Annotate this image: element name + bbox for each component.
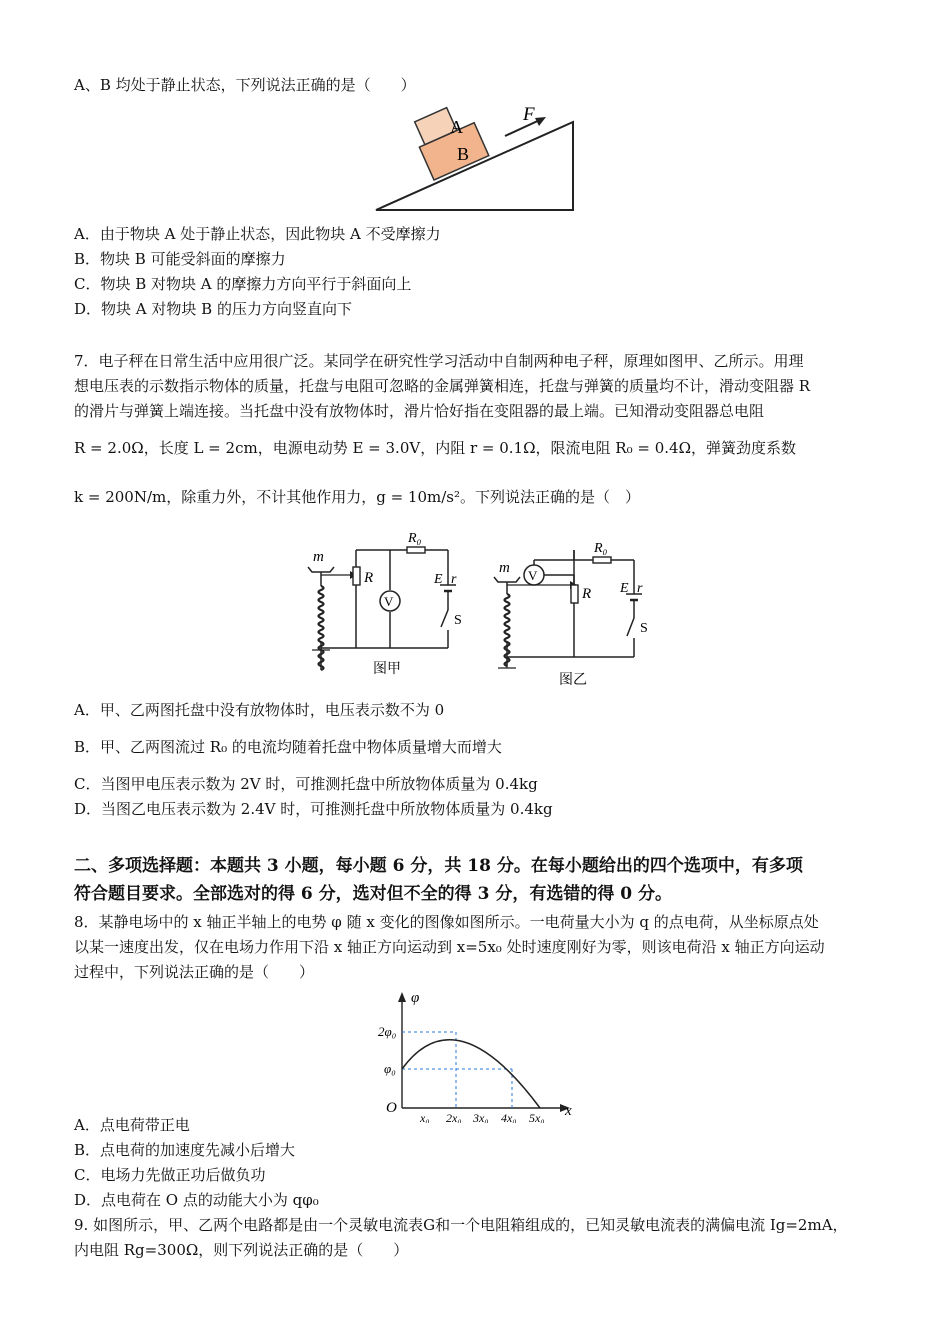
rheostat-label: R [582, 586, 592, 602]
emf-label: E [434, 572, 443, 587]
switch-label: S [454, 613, 462, 628]
potential-graph [366, 988, 576, 1123]
q8-stem-line-2: 以某一速度出发，仅在电场力作用下沿 x 轴正方向运动到 x=5x₀ 处时速度刚好为零，则该电荷沿 x 轴正方向运动 [74, 938, 825, 956]
q7-option-d: D．当图乙电压表示数为 2.4V 时，可推测托盘中所放物体质量为 0.4kg [74, 800, 553, 818]
mass-label: m [499, 560, 510, 576]
origin-label: O [386, 1100, 397, 1116]
internal-r-label: r [637, 581, 643, 596]
q9-stem-line-1: 9. 如图所示，甲、乙两个电路都是由一个灵敏电流表G和一个电阻箱组成的，已知灵敏电流表的满偏电流 Ig=2mA， [74, 1216, 848, 1234]
q9-stem-line-2: 内电阻 Rg=300Ω，则下列说法正确的是（ ） [74, 1241, 409, 1259]
q6-option-c: C．物块 B 对物块 A 的摩擦力方向平行于斜面向上 [74, 275, 412, 293]
section2-heading-line-2: 符合题目要求。全部选对的得 6 分，选对但不全的得 3 分，有选错的得 0 分。 [74, 884, 672, 904]
voltmeter-label: V [528, 568, 538, 583]
internal-r-label: r [451, 572, 457, 587]
q8-stem-line-1: 8．某静电场中的 x 轴正半轴上的电势 φ 随 x 变化的图像如图所示。一电荷量大小为 q 的点电荷，从坐标原点处 [74, 913, 819, 931]
section2-heading-line-1: 二、多项选择题：本题共 3 小题，每小题 6 分，共 18 分。在每小题给出的四个选项中，有多项 [74, 856, 803, 876]
q6-option-a: A．由于物块 A 处于静止状态，因此物块 A 不受摩擦力 [74, 225, 441, 243]
q8-option-c: C．电场力先做正功后做负功 [74, 1166, 266, 1184]
r0-label: R₀ [594, 541, 608, 556]
x-tick-2: 2x₀ [446, 1111, 462, 1123]
q8-option-b: B．点电荷的加速度先减小后增大 [74, 1141, 296, 1159]
y-axis-label: φ [411, 990, 420, 1006]
q7-option-c: C．当图甲电压表示数为 2V 时，可推测托盘中所放物体质量为 0.4kg [74, 775, 538, 793]
x-tick-5: 5x₀ [529, 1111, 545, 1123]
block-b-label: B [457, 144, 470, 164]
switch-label: S [640, 621, 648, 636]
rheostat-r [571, 585, 578, 603]
q7-stem-line-4: R = 2.0Ω，长度 L = 2cm，电源电动势 E = 3.0V，内阻 r = 0.1Ω，限流电阻 R₀ = 0.4Ω，弹簧劲度系数 [74, 439, 797, 457]
caption-yi: 图乙 [559, 673, 587, 688]
resistor-r0 [593, 557, 611, 563]
x-axis-label: x [565, 1103, 572, 1119]
q7-option-a: A．甲、乙两图托盘中没有放物体时，电压表示数不为 0 [74, 701, 445, 719]
q6-option-b: B．物块 B 可能受斜面的摩擦力 [74, 250, 286, 268]
q8-option-d: D．点电荷在 O 点的动能大小为 qφ₀ [74, 1191, 319, 1209]
circuit-yi [486, 530, 661, 690]
switch [627, 618, 634, 636]
y-axis-arrow [398, 992, 406, 1002]
caption-jia: 图甲 [373, 662, 401, 677]
y-tick-phi0: φ₀ [384, 1061, 396, 1076]
resistor-r0 [407, 547, 425, 553]
circuit-jia [300, 530, 475, 680]
voltmeter-label: V [384, 594, 394, 609]
q6-stem-tail: A、B 均处于静止状态，下列说法正确的是（ ） [74, 76, 416, 94]
force-label: F [523, 104, 535, 125]
rheostat-r [353, 567, 360, 585]
x-tick-1: x₀ [420, 1111, 430, 1123]
y-tick-2phi0: 2φ₀ [378, 1024, 397, 1039]
r0-label: R₀ [408, 531, 422, 546]
rheostat-label: R [364, 570, 374, 586]
q7-stem-line-1: 7．电子秤在日常生活中应用很广泛。某同学在研究性学习活动中自制两种电子秤，原理如图甲、乙所示。用理 [74, 352, 804, 370]
q8-option-a: A．点电荷带正电 [74, 1116, 190, 1134]
mass-label: m [313, 549, 324, 565]
tray [308, 567, 334, 572]
q7-stem-line-5: k = 200N/m，除重力外，不计其他作用力，g = 10m/s²。下列说法正确的是（ ） [74, 488, 641, 506]
block-a-label: A [450, 117, 463, 137]
x-tick-3: 3x₀ [473, 1111, 489, 1123]
q7-stem-line-3: 的滑片与弹簧上端连接。当托盘中没有放物体时，滑片恰好指在变阻器的最上端。已知滑动变阻器总电阻 [74, 402, 765, 420]
x-tick-4: 4x₀ [501, 1111, 517, 1123]
potential-curve [402, 1040, 540, 1108]
tray [494, 577, 520, 582]
q8-stem-line-3: 过程中，下列说法正确的是（ ） [74, 963, 315, 981]
emf-label: E [620, 581, 629, 596]
incline-figure [370, 100, 580, 215]
switch [441, 610, 448, 627]
q7-stem-line-2: 想电压表的示数指示物体的质量，托盘与电阻可忽略的金属弹簧相连，托盘与弹簧的质量均不计，滑动变阻器 R [74, 377, 811, 395]
q7-option-b: B．甲、乙两图流过 R₀ 的电流均随着托盘中物体质量增大而增大 [74, 738, 502, 756]
q6-option-d: D．物块 A 对物块 B 的压力方向竖直向下 [74, 300, 352, 318]
